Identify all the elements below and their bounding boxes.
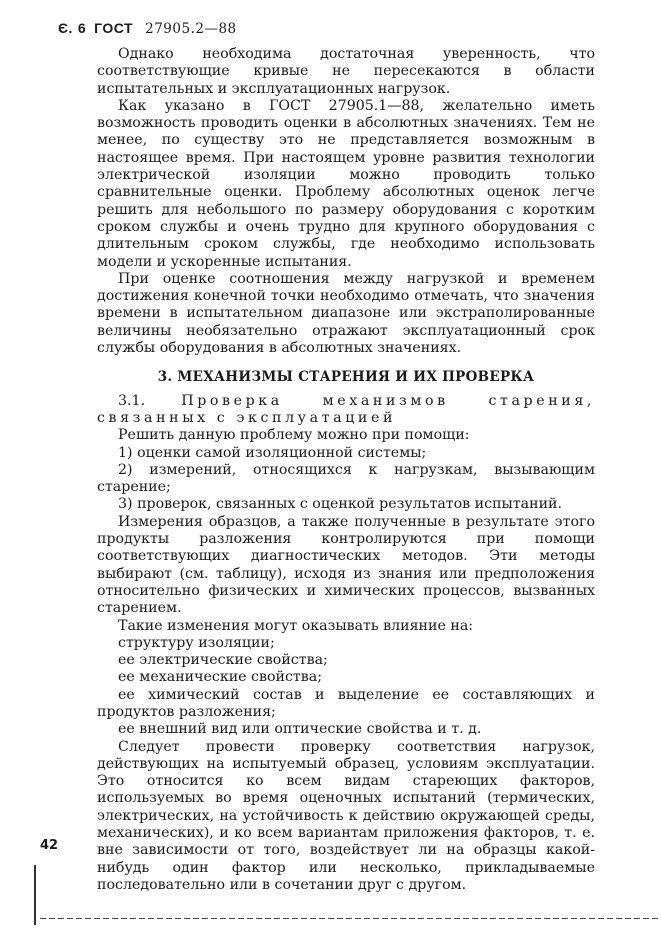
scan-edge-left [34,865,36,925]
page-header [58,20,237,37]
paragraph-6: Следует провести проверку соответствия нагрузок, действующих на испытуемый образец, условиям эксплуатации. Это относится ко всем видам стареющих факторов, используемых во время оценочных испытаний (термических, электрических, на устойчивость к действию окружающей среды, механических), и ко всем вариантам приложения факторов, т. е. вне зависимости от того, воздействует ли на образцы какой-нибудь один фактор или несколько, прикладываемые последовательно или в сочетании друг с другом. [97,738,595,893]
effect-item-5: ее внешний вид или оптические свойства и т. д. [118,721,482,738]
list-item-1: 1) оценки самой изоляционной системы; [118,444,427,461]
list-item-2: 2) измерений, относящихся к нагрузкам, вызывающим старение; [97,461,595,496]
subsection-number: 3.1. [118,392,146,409]
header-mark: Є. [58,20,73,36]
page-number: 42 [40,838,59,853]
effect-item-4: ее химический состав и выделение ее составляющих и продуктов разложения; [97,686,595,720]
scan-edge-bottom [40,918,661,919]
effect-item-2: ее электрические свойства; [118,652,328,669]
list-item-3: 3) проверок, связанных с оценкой результатов испытаний. [118,496,563,513]
paragraph-4: Измерения образцов, а также полученные в результате этого продукты разложения контролируются при помощи соответствующих диагностических методов. Эти методы выбирают (см. таблицу), исходя из знания или предположения относительно физических и химических процессов, вызванных старением. [97,513,595,617]
paragraph-5: Такие изменения могут оказывать влияние на: [118,617,474,634]
section-title: 3. МЕХАНИЗМЫ СТАРЕНИЯ И ИХ ПРОВЕРКА [157,369,535,386]
header-code: 27905.2—88 [145,21,237,37]
header-page-number: 6 [77,20,87,36]
intro-line: Решить данную проблему можно при помощи: [118,427,470,444]
subsection-title: Проверка механизмов старения, связанных с эксплуатацией [97,392,595,426]
header-standard: ГОСТ [94,20,134,36]
paragraph-1: Однако необходима достаточная уверенность, что соответствующие кривые не пересекаются в области испытательных и эксплуатационных нагрузок. [97,46,595,97]
paragraph-3: При оценке соотношения между нагрузкой и временем достижения конечной точки необходимо отмечать, что значения времени в испытательном диапазоне или экстраполированные величины необязательно отражают эксплуатационный срок службы оборудования в абсолютных значениях. [97,270,595,357]
effect-item-1: структуру изоляции; [118,634,275,651]
effect-item-3: ее механические свойства; [118,669,323,686]
subsection-heading [97,393,595,428]
page-body [97,46,595,894]
paragraph-2: Как указано в ГОСТ 27905.1—88, желательно иметь возможность проводить оценки в абсолютных значениях. Тем не менее, по существу это не представляется возможным в настоящее время. При настоящем уровне развития технологии электрической изоляции можно проводить только сравнительные оценки. Проблему абсолютных оценок легче решить для небольшого по размеру оборудования с коротким сроком службы и очень трудно для крупного оборудования с длительным сроком службы, где необходимо использовать модели и ускоренные испытания. [97,97,595,270]
